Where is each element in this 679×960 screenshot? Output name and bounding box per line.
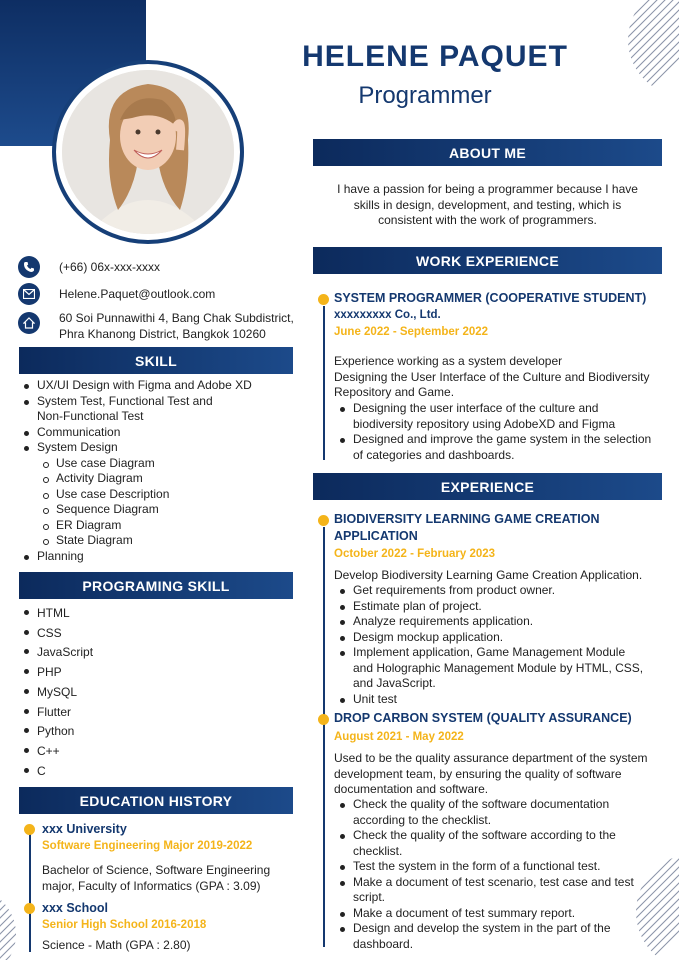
phone-text: (+66) 06x-xxx-xxxx [59, 260, 161, 274]
list-item: Use case Description [18, 487, 293, 503]
list-item: CSS [18, 624, 218, 644]
job-description: Experience working as a system developer Designing the User Interface of the Culture and Biodiversity Repository and Game. [334, 354, 650, 399]
education-school: xxx University [42, 822, 127, 836]
list-item: C [18, 762, 218, 782]
list-item: State Diagram [18, 533, 293, 549]
phone-icon [18, 256, 40, 278]
list-item-continued: biodiversity repository using AdobeXD and Figma [353, 416, 616, 431]
project-date: October 2022 - February 2023 [334, 548, 496, 560]
list-item: ER Diagram [18, 518, 293, 534]
list-item: Sequence Diagram [18, 502, 293, 518]
timeline-dot [24, 824, 35, 835]
education-description: Science - Math (GPA : 2.80) [42, 938, 191, 952]
work-timeline [323, 306, 325, 460]
experience-heading: EXPERIENCE [313, 473, 662, 500]
job-date: June 2022 - September 2022 [334, 326, 489, 338]
list-item: Check the quality of the software according to the [334, 828, 669, 844]
timeline-dot [24, 903, 35, 914]
list-item: Python [18, 722, 218, 742]
experience-timeline [323, 527, 325, 947]
work-experience-heading: WORK EXPERIENCE [313, 247, 662, 274]
contact-address [18, 312, 294, 342]
list-item: System Design [18, 440, 293, 456]
list-item: Analyze requirements application. [334, 614, 669, 630]
about-heading: ABOUT ME [313, 139, 662, 166]
list-item: Non-Functional Test [37, 409, 144, 423]
project-description: Develop Biodiversity Learning Game Creation Application. [334, 568, 643, 582]
list-item-continued: of categories and dashboards. [353, 447, 515, 462]
list-item: Test the system in the form of a functional test. [334, 859, 669, 875]
programming-skill-list [18, 604, 218, 781]
list-item: Designed and improve the game system in the selection [334, 432, 669, 448]
mail-icon [18, 283, 40, 305]
list-item: JavaScript [18, 643, 218, 663]
contact-email [18, 283, 215, 305]
list-item: Implement application, Game Management Module [334, 645, 669, 661]
hatch-decoration-bottom-left [0, 884, 16, 960]
candidate-name: HELENE PAQUET [302, 40, 568, 73]
company-name: xxxxxxxxx Co., Ltd. [334, 309, 441, 321]
project-title: DROP CARBON SYSTEM (QUALITY ASSURANCE) [334, 711, 632, 725]
about-text: I have a passion for being a programmer because I have skills in design, development, and testing, which is consistent with the work of programmers. [337, 182, 638, 227]
project-bullets [334, 583, 669, 707]
list-item: Activity Diagram [18, 471, 293, 487]
list-item: Design and develop the system in the part of the [334, 921, 669, 937]
list-item-continued: script. [353, 890, 386, 904]
candidate-role: Programmer [358, 82, 492, 109]
list-item: Planning [18, 549, 293, 565]
project-description: Used to be the quality assurance department of the system development team, by ensuring the quality of software documentation and software. [334, 751, 648, 796]
profile-photo [62, 70, 234, 234]
list-item: System Test, Functional Test and [18, 394, 293, 410]
list-item: Check the quality of the software documentation [334, 797, 669, 813]
list-item: Estimate plan of project. [334, 599, 669, 615]
project-title: BIODIVERSITY LEARNING GAME CREATION APPLICATION [334, 512, 600, 543]
list-item: Flutter [18, 703, 218, 723]
list-item-continued: and Holographic Management Module by HTML, CSS, [353, 660, 644, 675]
list-item: C++ [18, 742, 218, 762]
education-detail: Software Engineering Major 2019-2022 [42, 840, 253, 852]
list-item-continued: and JavaScript. [353, 676, 436, 690]
list-item: Desigm mockup application. [334, 630, 669, 646]
education-timeline [29, 832, 31, 952]
programming-skill-heading: PROGRAMING SKILL [19, 572, 293, 599]
timeline-dot [318, 294, 329, 305]
education-description: Bachelor of Science, Software Engineering major, Faculty of Informatics (GPA : 3.09) [42, 863, 271, 893]
list-item: Make a document of test scenario, test case and test [334, 875, 669, 891]
list-item: UX/UI Design with Figma and Adobe XD [18, 378, 293, 394]
timeline-dot [318, 515, 329, 526]
education-heading: EDUCATION HISTORY [19, 787, 293, 814]
project-bullets [334, 797, 669, 952]
project-date: August 2021 - May 2022 [334, 731, 464, 743]
list-item-continued: dashboard. [353, 936, 414, 951]
timeline-dot [318, 714, 329, 725]
list-item: HTML [18, 604, 218, 624]
home-icon [18, 312, 40, 334]
hatch-decoration-top-right [619, 0, 679, 96]
list-item: Unit test [334, 692, 669, 708]
list-item-continued: according to the checklist. [353, 812, 492, 827]
list-item-continued: checklist. [353, 843, 403, 858]
job-bullets [334, 401, 669, 463]
email-text: Helene.Paquet@outlook.com [59, 287, 216, 301]
skill-list [18, 378, 293, 564]
job-title: SYSTEM PROGRAMMER (COOPERATIVE STUDENT) [334, 291, 647, 305]
list-item: Use case Diagram [18, 456, 293, 472]
skill-heading: SKILL [19, 347, 293, 374]
contact-phone [18, 256, 160, 278]
list-item: Get requirements from product owner. [334, 583, 669, 599]
profile-photo-frame [52, 60, 244, 244]
education-detail: Senior High School 2016-2018 [42, 919, 207, 931]
list-item: PHP [18, 663, 218, 683]
list-item: MySQL [18, 683, 218, 703]
list-item: Make a document of test summary report. [334, 906, 669, 922]
list-item: Designing the user interface of the culture and [334, 401, 669, 417]
education-school: xxx School [42, 901, 108, 915]
address-text: 60 Soi Punnawithi 4, Bang Chak Subdistrict, Phra Khanong District, Bangkok 10260 [59, 311, 294, 341]
list-item: Communication [18, 425, 293, 441]
